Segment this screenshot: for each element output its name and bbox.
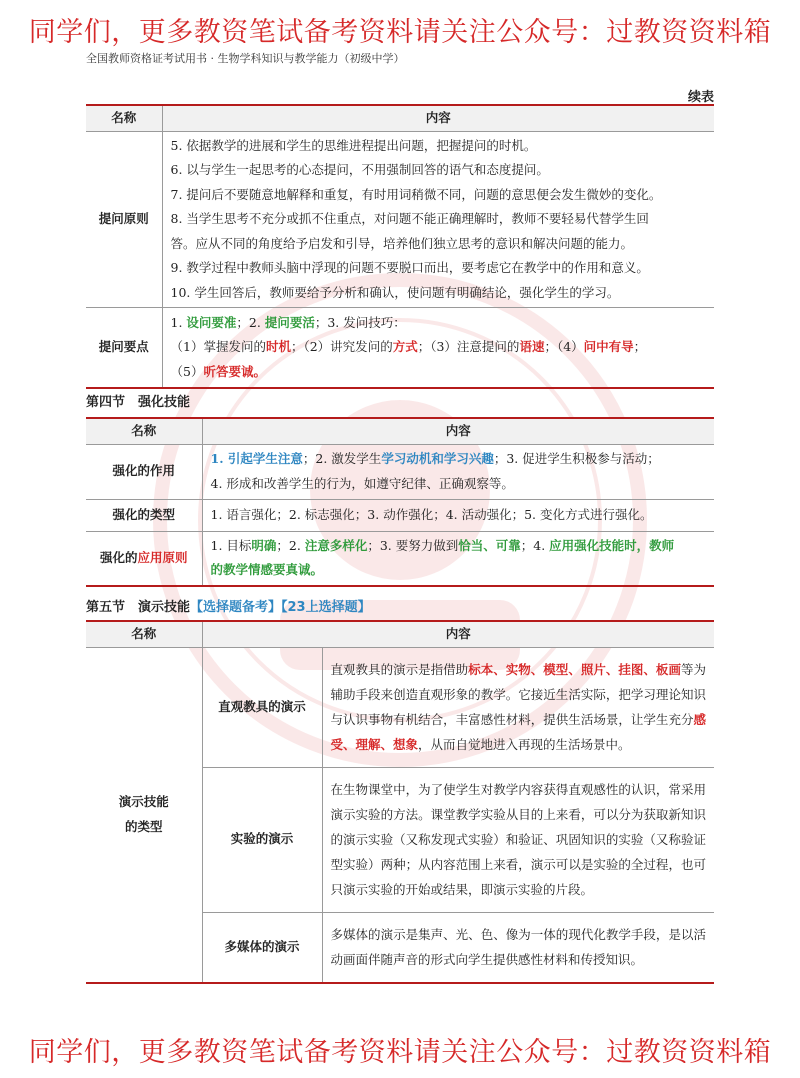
top-banner: 同学们，更多教资笔试备考资料请关注公众号：过教资资料箱 — [28, 17, 772, 48]
keyword: 1. 引起学生注意 — [210, 451, 303, 466]
group-name: 演示技能 的类型 — [86, 647, 202, 983]
list-item: 8. 当学生思考不充分或抓不住重点，对问题不能正确理解时，教师不要轻易代替学生回 — [170, 211, 649, 226]
keyword: 恰当、可靠 — [458, 537, 521, 553]
keyword: 感受、理解、想象 — [330, 712, 706, 752]
row-name: 提问要点 — [86, 308, 162, 388]
row-content — [162, 131, 714, 308]
keyword: 方式 — [392, 339, 418, 354]
table-header-row — [86, 105, 714, 131]
keyword: 明确 — [251, 537, 277, 553]
row-name: 强化的类型 — [86, 499, 202, 531]
demonstration-table — [86, 620, 714, 984]
row-name: 提问原则 — [86, 131, 162, 308]
table-row — [86, 647, 714, 767]
row-content — [202, 531, 714, 586]
sub-name: 实验的演示 — [202, 767, 322, 912]
keyword: 提问要活 — [264, 314, 315, 330]
continued-label: 续表 — [687, 90, 714, 105]
sub-name: 直观教具的演示 — [202, 647, 322, 767]
list-item: 5. 依据教学的进展和学生的思维进程提出问题，把握提问的时机。 — [170, 137, 537, 153]
book-subtitle: 全国教师资格证考试用书 · 生物学科知识与教学能力（初级中学） — [86, 52, 405, 65]
table-row — [86, 131, 714, 308]
row-content: 1. 语言强化；2. 标志强化；3. 动作强化；4. 活动强化；5. 变化方式进行强化。 — [202, 499, 714, 531]
header-name: 名称 — [86, 418, 202, 444]
table-row — [86, 499, 714, 531]
keyword: 问中有导 — [583, 339, 634, 354]
list-item: 7. 提问后不要随意地解释和重复，有时用词稍微不同，问题的意思便会发生微妙的变化。 — [170, 186, 662, 202]
questioning-table — [86, 104, 714, 389]
table-header-row — [86, 418, 714, 444]
row-content — [162, 308, 714, 388]
list-item: 答。应从不同的角度给予启发和引导，培养他们独立思考的意识和解决问题的能力。 — [170, 235, 634, 251]
section-title-5: 第五节 演示技能【选择题备考】【23上选择题】 — [86, 600, 371, 615]
reinforcement-table — [86, 417, 714, 587]
row-name: 强化的应用原则 — [86, 531, 202, 586]
keyword: 听答要诚。 — [203, 363, 266, 379]
list-item — [211, 558, 707, 583]
row-content — [202, 444, 714, 499]
list-item: 10. 学生回答后，教师要给予分析和确认，使问题有明确结论，强化学生的学习。 — [170, 284, 620, 300]
table-row — [86, 444, 714, 499]
list-item: 6. 以与学生一起思考的心态提问，不用强制回答的语气和态度提问。 — [170, 162, 549, 177]
table-header-row — [86, 621, 714, 647]
header-content: 内容 — [202, 418, 714, 444]
keyword: 学习动机和学习兴趣 — [381, 451, 494, 466]
list-item: 1. 引起学生注意；2. 激发学生学习动机和学习兴趣；3. 促进学生积极参与活动； — [210, 451, 660, 466]
header-content: 内容 — [202, 621, 714, 647]
table-row — [86, 308, 714, 388]
row-content: 多媒体的演示是集声、光、色、像为一体的现代化教学手段，是以活动画面伴随声音的形式向学生提供感性材料和传授知识。 — [322, 912, 714, 983]
keyword: 注意多样化 — [304, 537, 368, 553]
keyword: 标本、实物、模型、照片、挂图、板画 — [468, 662, 681, 677]
sub-name: 多媒体的演示 — [202, 912, 322, 983]
row-name: 强化的作用 — [86, 444, 202, 499]
section-tags: 【选择题备考】【23上选择题】 — [190, 600, 371, 615]
header-name: 名称 — [86, 105, 162, 131]
list-item: （1）掌握发问的时机；（2）讲究发问的方式；（3）注意提问的语速；（4）问中有导； — [170, 339, 647, 354]
list-item: 1. 目标明确；2. 注意多样化；3. 要努力做到恰当、可靠；4. 应用强化技能时，教师 — [210, 537, 675, 553]
keyword: 时机 — [265, 339, 291, 354]
table-row — [86, 531, 714, 586]
list-item: 4. 形成和改善学生的行为，如遵守纪律、正确观察等。 — [210, 475, 514, 491]
header-name: 名称 — [86, 621, 202, 647]
row-content: 直观教具的演示是指借助标本、实物、模型、照片、挂图、板画等为辅助手段来创造直观形象的教学。它接近生活实际，把学习理论知识与认识事物有机结合，丰富感性材料，提供生活场景，让学生充分感受、理解、想象，从而自觉地进入再现的生活场景中。 — [322, 647, 714, 767]
keyword: 应用原则 — [137, 550, 188, 565]
keyword: 应用强化技能时，教师 — [549, 537, 675, 553]
keyword: 设问要准 — [186, 314, 237, 330]
list-item: 1. 设问要准；2. 提问要活；3. 发问技巧： — [170, 314, 406, 330]
section-title-4: 第四节 强化技能 — [86, 395, 191, 410]
list-item: 9. 教学过程中教师头脑中浮现的问题不要脱口而出，要考虑它在教学中的作用和意义。 — [170, 260, 649, 275]
row-content: 在生物课堂中，为了使学生对教学内容获得直观感性的认识，常采用演示实验的方法。课堂教学实验从目的上来看，可以分为获取新知识的演示实验（又称发现式实验）和验证、巩固知识的实验（又称验证型实验）两种；从内容范围上来看，演示可以是实验的全过程，也可只演示实验的开始或结果，即演示实验的片段。 — [322, 767, 714, 912]
list-item: （5）听答要诚。 — [170, 363, 266, 379]
bottom-banner: 同学们，更多教资笔试备考资料请关注公众号：过教资资料箱 — [28, 1037, 772, 1068]
header-content: 内容 — [162, 105, 714, 131]
keyword: 语速 — [519, 339, 545, 354]
keyword: 的教学情感要真诚。 — [210, 562, 324, 578]
